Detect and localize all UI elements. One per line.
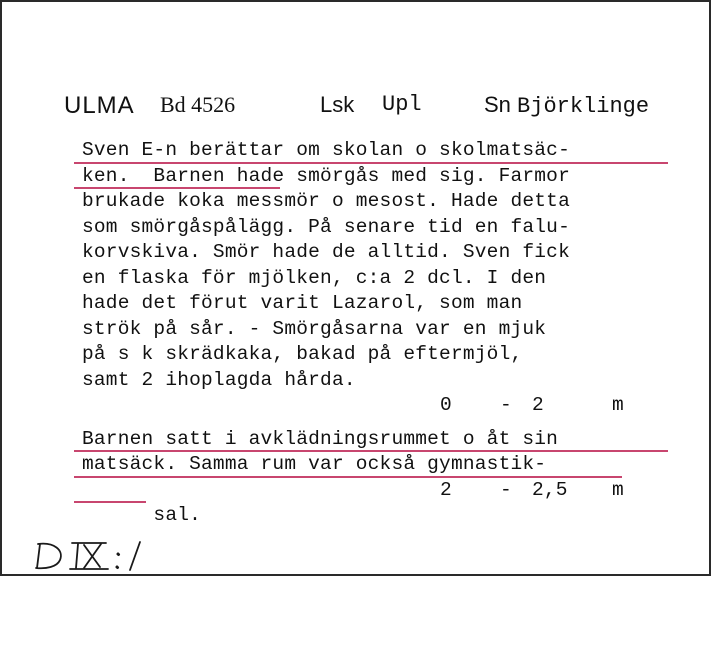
entry1-line-5: korvskiva. Smör hade de alltid. Sven fick <box>82 241 570 263</box>
entry1-measure-dash: - <box>500 394 512 416</box>
entry2-line-2: matsäck. Samma rum var också gymnastik- <box>82 452 682 478</box>
entry2-line-3 <box>82 478 682 526</box>
socken-label-text: Sn <box>484 92 511 117</box>
entry2-measure-unit: m <box>612 478 624 501</box>
entry1-line-8: strök på sår. - Smörgåsarna var en mjuk <box>82 317 547 340</box>
entry1-measure-to: 2 <box>532 394 544 416</box>
entry1-line-3: brukade koka messmör o mesost. Hade detta <box>82 190 570 212</box>
entry1-line-2: ken. Barnen hade smörgås med sig. Farmor <box>82 164 682 190</box>
entry1-line-10: samt 2 ihoplagda hårda. <box>82 368 356 391</box>
entry1-line-7: hade det förut varit Lazarol, som man <box>82 292 523 314</box>
entry1-measure-from: 0 <box>440 394 452 416</box>
archive-name: ULMA <box>64 92 135 119</box>
socken-label <box>484 92 649 119</box>
entry-spacer <box>82 419 682 427</box>
entry1-measure-unit: m <box>612 394 624 416</box>
entry2-line-3-text: sal. <box>153 504 202 526</box>
landskap-value: Upl <box>382 92 422 117</box>
entry2-measure-to: 2,5 <box>532 478 568 501</box>
entry2-measure-dash: - <box>500 478 512 501</box>
card-header <box>64 92 679 126</box>
entry2-line-1: Barnen satt i avklädningsrummet o åt sin <box>82 427 682 453</box>
entry1-line-1: Sven E-n berättar om skolan o skolmatsäc- <box>82 138 682 164</box>
entry2-measure-from: 2 <box>440 478 452 501</box>
signum-drawing <box>34 534 164 574</box>
handwritten-signum <box>34 534 164 574</box>
record-id: Bd 4526 <box>160 92 236 117</box>
landskap-label: Lsk <box>320 92 355 117</box>
entry1-line-6: en flaska för mjölken, c:a 2 dcl. I den <box>82 266 547 289</box>
socken-value: Björklinge <box>517 94 650 119</box>
entry1-measure <box>82 393 682 419</box>
card-body <box>82 138 682 526</box>
entry1-line-9: på s k skrädkaka, bakad på eftermjöl, <box>82 343 523 365</box>
entry1-line-4: som smörgåspålägg. På senare tid en falu- <box>82 215 570 238</box>
